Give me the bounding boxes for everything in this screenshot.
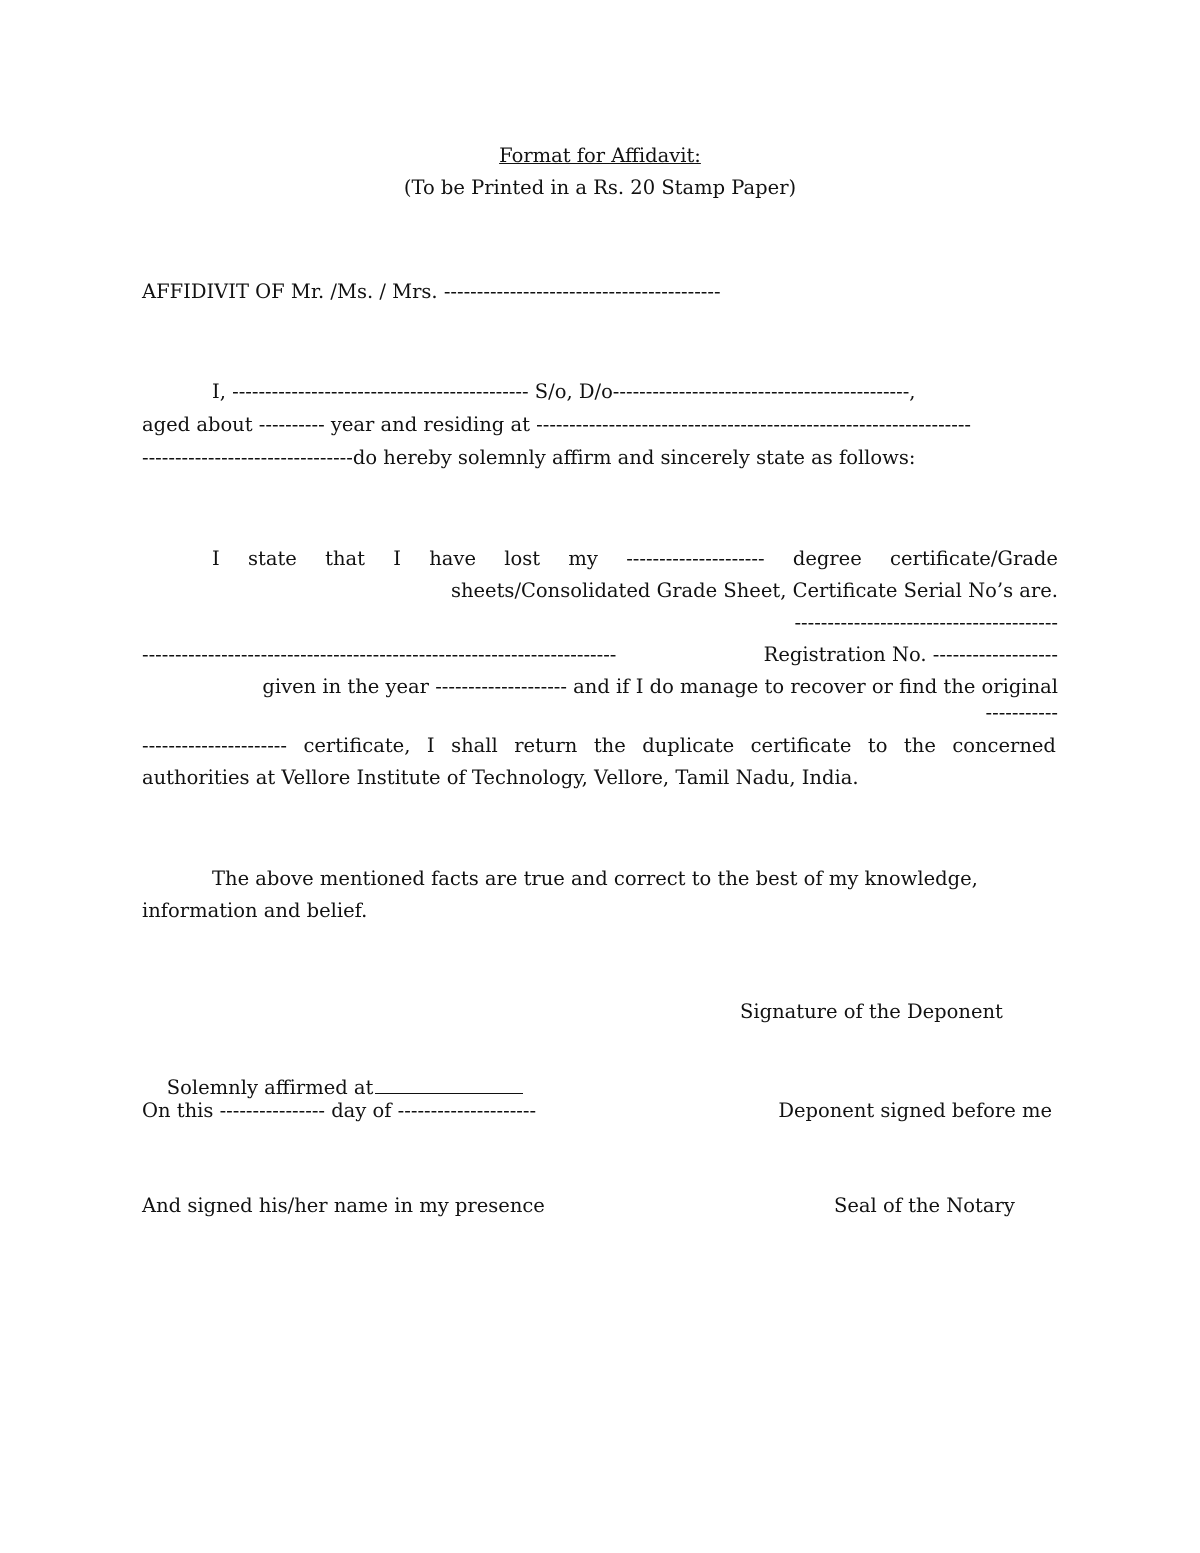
para2-word: lost [504, 547, 541, 570]
affidavit-of-line: AFFIDIVIT OF Mr. /Ms. / Mrs. ------------------------------------------ [142, 280, 721, 303]
para1-line1: I, --------------------------------------------- S/o, D/o---------------------------------------------, [212, 380, 916, 403]
on-this-line: On this ---------------- day of --------------------- [142, 1099, 537, 1122]
presence-line: And signed his/her name in my presence [142, 1194, 545, 1217]
para2-line4 [142, 645, 1058, 665]
para3-line2: information and belief. [142, 899, 368, 922]
para2-word: I [212, 547, 220, 570]
para2-word: --------------------- [626, 547, 765, 570]
para2-word: that [325, 547, 365, 570]
deponent-signature-label: Signature of the Deponent [740, 1000, 1003, 1023]
para2-word: return [514, 734, 578, 757]
para2-word: concerned [952, 734, 1056, 757]
para2-word: the [903, 734, 936, 757]
para2-word: certificate, [303, 734, 411, 757]
para2-word: duplicate [642, 734, 735, 757]
para2-word: to [867, 734, 888, 757]
affirmed-at-blank [375, 1075, 523, 1094]
affirmed-at-label: Solemnly affirmed at [166, 1075, 374, 1099]
para2-line4-dashes: ------------------------------------------------------------------------ [142, 643, 617, 666]
para2-registration: Registration No. ------------------- [763, 643, 1058, 666]
notary-seal-label: Seal of the Notary [834, 1194, 1015, 1217]
para2-line7 [142, 736, 1056, 756]
para2-word: my [568, 547, 598, 570]
para2-word: shall [451, 734, 498, 757]
para2-word: the [593, 734, 626, 757]
para2-word: have [429, 547, 476, 570]
para2-word: certificate [750, 734, 852, 757]
para3-line1: The above mentioned facts are true and correct to the best of my knowledge, [212, 867, 978, 890]
para2-line6: ----------- [985, 701, 1058, 724]
para2-line3: ---------------------------------------- [794, 611, 1058, 634]
para2-word: state [247, 547, 297, 570]
para2-word: degree [792, 547, 862, 570]
para2-line5: given in the year -------------------- and if I do manage to recover or find the original [262, 675, 1058, 698]
para2-word: I [393, 547, 401, 570]
para2-word: ---------------------- [142, 734, 287, 757]
document-title: Format for Affidavit: [499, 144, 701, 167]
para2-line1 [212, 549, 1058, 569]
para2-word: certificate/Grade [890, 547, 1058, 570]
para1-line3: --------------------------------do hereby solemnly affirm and sincerely state as follows: [142, 446, 916, 469]
para2-line8: authorities at Vellore Institute of Technology, Vellore, Tamil Nadu, India. [142, 766, 859, 789]
para1-line2: aged about ---------- year and residing at ------------------------------------------------------------------ [142, 413, 972, 436]
document-subtitle: (To be Printed in a Rs. 20 Stamp Paper) [403, 176, 797, 199]
para2-word: I [426, 734, 435, 757]
para2-line2: sheets/Consolidated Grade Sheet, Certificate Serial No’s are. [450, 579, 1058, 602]
signed-before-label: Deponent signed before me [778, 1099, 1052, 1122]
